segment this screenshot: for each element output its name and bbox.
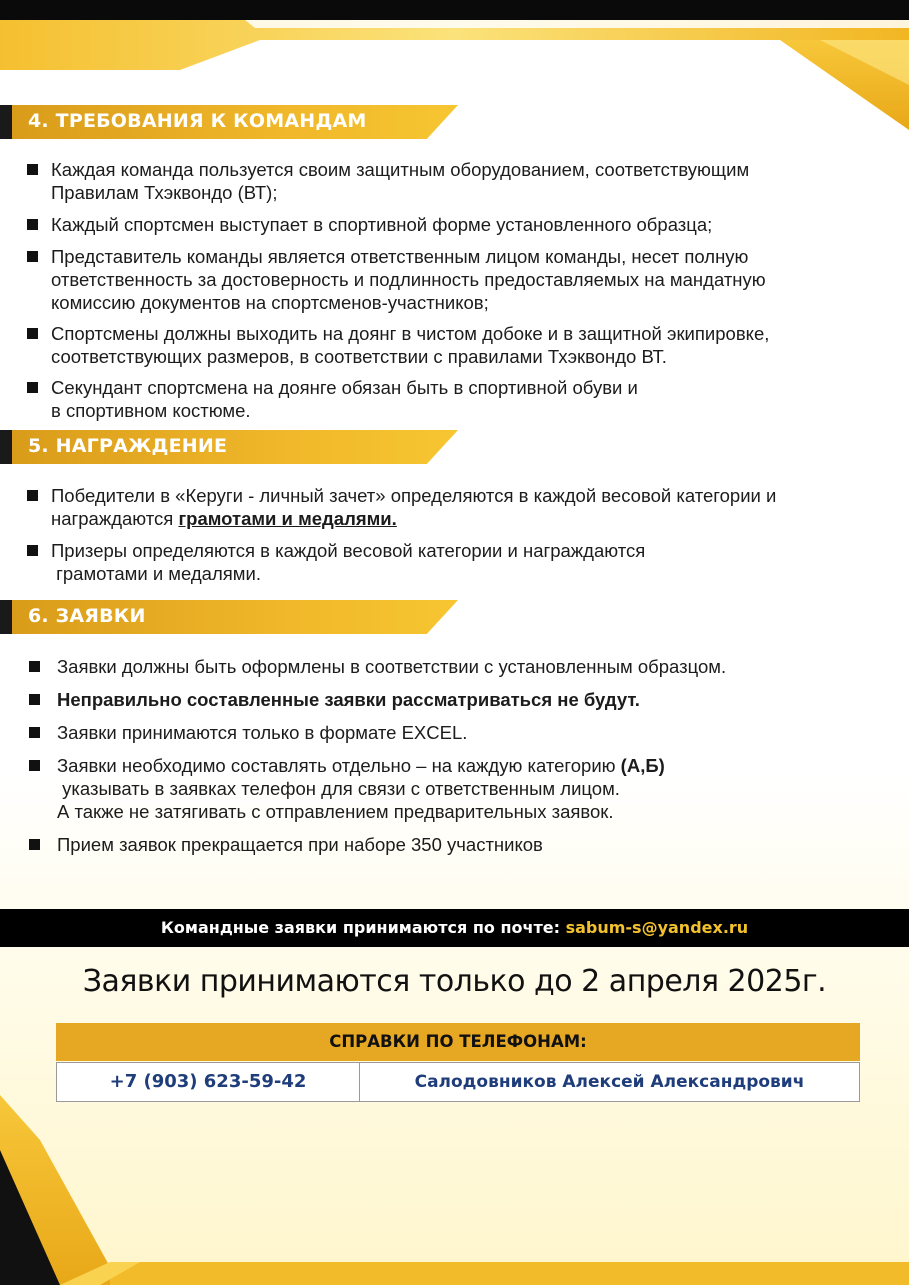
requirements-list [24,158,884,422]
bullet-square-icon [29,727,40,738]
section-title: 4. ТРЕБОВАНИЯ К КОМАНДАМ [28,110,367,132]
email-banner [0,909,909,947]
list-item: Каждая команда пользуется своим защитным оборудованием, соответствующим Правилам Тхэквондо (ВТ); [24,158,884,204]
top-black-band [0,0,909,20]
applications-list [26,655,886,856]
email-link[interactable]: sabum-s@yandex.ru [565,918,749,937]
section-marker [0,105,12,139]
section-title: 5. НАГРАЖДЕНИЕ [28,435,228,457]
list-item: Секундант спортсмена на доянге обязан быть в спортивной обуви и в спортивном костюме. [24,376,884,422]
email-label: Командные заявки принимаются по почте: [160,918,566,937]
list-item: Представитель команды является ответственным лицом команды, несет полную ответственность за достоверность и подлинность предоставляемых на мандатную комиссию документов на спортсменов-участников; [24,245,884,314]
section-header-applications [0,600,460,634]
phones-row [56,1062,860,1102]
bullet-square-icon [27,545,38,556]
contact-name: Салодовников Алексей Александрович [414,1072,805,1092]
list-item: Призеры определяются в каждой весовой категории и награждаются грамотами и медалями. [24,539,884,585]
list-item: Заявки необходимо составлять отдельно – на каждую категорию (А,Б) указывать в заявках телефон для связи с ответственным лицом. А также не затягивать с отправлением предварительных заявок. [26,754,886,823]
bullet-square-icon [27,219,38,230]
section-title: 6. ЗАЯВКИ [28,605,146,627]
section-marker [0,600,12,634]
bullet-square-icon [29,694,40,705]
bullet-square-icon [29,839,40,850]
list-item: Каждый спортсмен выступает в спортивной форме установленного образца; [24,213,884,236]
list-item: Победители в «Керуги - личный зачет» определяются в каждой весовой категории и награждаются грамотами и медалями. [24,484,884,530]
bullet-square-icon [29,760,40,771]
bullet-square-icon [27,328,38,339]
bullet-square-icon [29,661,40,672]
bullet-square-icon [27,490,38,501]
phones-header: СПРАВКИ ПО ТЕЛЕФОНАМ: [56,1023,860,1061]
deadline-heading: Заявки принимаются только до 2 апреля 2025г. [82,964,827,999]
list-item: Спортсмены должны выходить на доянг в чистом добоке и в защитной экипировке, соответствующих размеров, в соответствии с правилами Тхэквондо ВТ. [24,322,884,368]
awards-list [24,484,884,585]
bullet-square-icon [27,251,38,262]
section-header-awards [0,430,460,464]
section-header-requirements [0,105,460,139]
bullet-square-icon [27,382,38,393]
emphasis-text: грамотами и медалями. [178,508,397,529]
phone-number[interactable]: +7 (903) 623-59-42 [57,1063,360,1101]
section-marker [0,430,12,464]
bottom-yellow-band [110,1262,909,1285]
bullet-square-icon [27,164,38,175]
list-item: Заявки должны быть оформлены в соответствии с установленным образцом. [26,655,886,678]
list-item: Неправильно составленные заявки рассматриваться не будут. [26,688,886,711]
list-item: Заявки принимаются только в формате EXCEL. [26,721,886,744]
list-item: Прием заявок прекращается при наборе 350 участников [26,833,886,856]
